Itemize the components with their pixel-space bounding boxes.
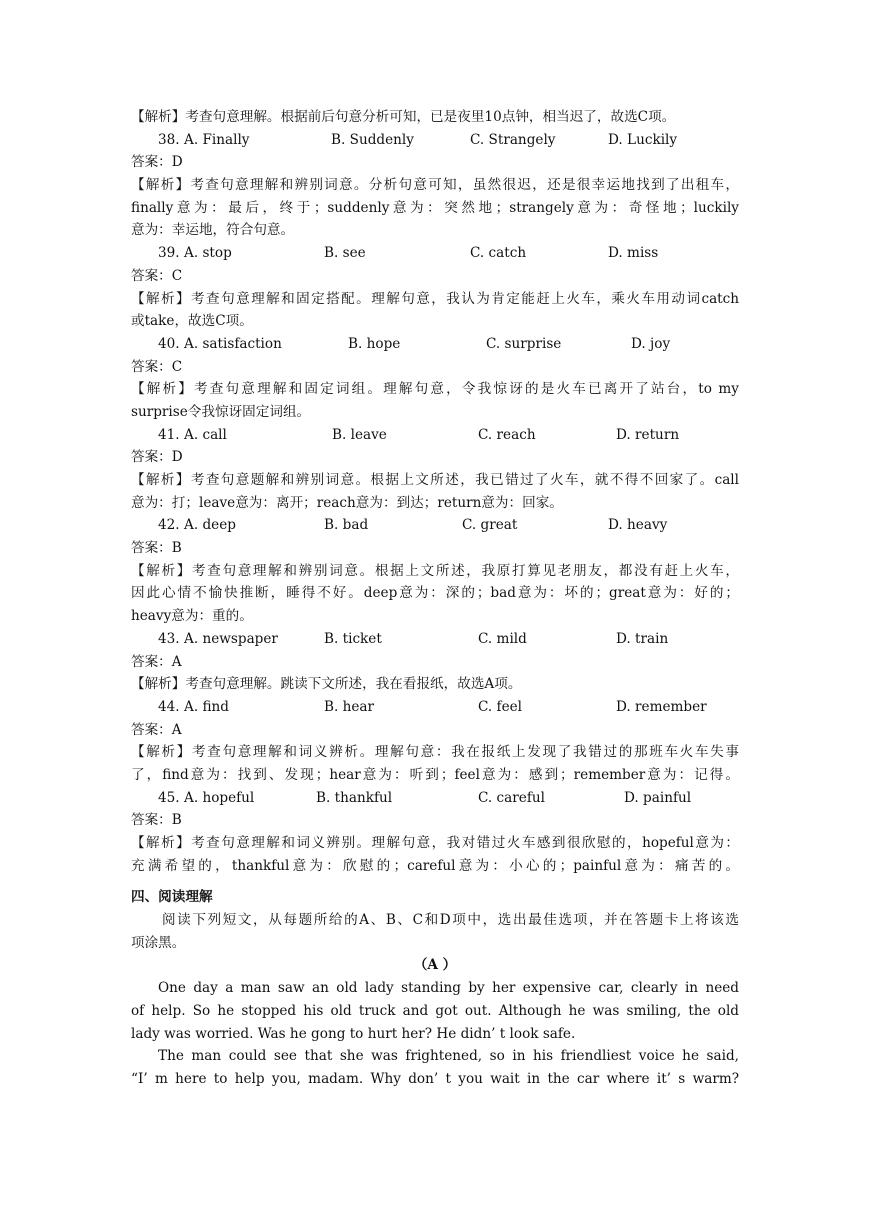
option-b: B. hear — [324, 698, 375, 715]
option-a: A. hopeful — [184, 789, 255, 806]
question-40 — [131, 333, 739, 356]
answer-44: 答案：A — [131, 721, 182, 738]
answer-40: 答案：C — [131, 358, 183, 375]
question-number: 42. — [158, 517, 180, 534]
passage-paragraph-2-line-1: The man could see that she was frightened, so in his friendliest voice he said, — [158, 1048, 739, 1065]
document-body — [131, 106, 739, 1091]
instructions-line-2: 项涂黑。 — [131, 934, 186, 951]
option-b: B. bad — [324, 517, 369, 534]
explanation-41-line-1: 【解析】考查句意题解和辨别词意。根据上文所述，我已错过了火车，就不得不回家了。call — [131, 472, 739, 488]
option-d: D. miss — [608, 245, 659, 262]
instructions-line-1: 阅读下列短文，从每题所给的A、B、C和D项中，选出最佳选项，并在答题卡上将该选 — [162, 912, 739, 929]
explanation-45-line-1: 【解析】考查句意理解和词义辨别。理解句意，我对错过火车感到很欣慰的，hopeful意为： — [131, 835, 739, 851]
option-a: A. find — [184, 698, 229, 715]
option-c: C. catch — [470, 245, 527, 262]
explanation-44-line-1: 【解析】考查句意理解和词义辨析。理解句意：我在报纸上发现了我错过的那班车火车失事 — [131, 744, 739, 761]
explanation-38-line-2: finally意为：最后，终于；suddenly意为：突然地；strangely意为：奇怪地；luckily — [131, 199, 739, 216]
question-42 — [131, 514, 739, 537]
answer-38: 答案：D — [131, 154, 183, 171]
explanation-43-line-1: 【解析】考查句意理解。跳读下文所述，我在看报纸，故选A项。 — [131, 676, 522, 693]
option-b: B. leave — [332, 426, 387, 443]
explanation-45-line-2: 充满希望的，thankful意为：欣慰的；careful意为：小心的；painful意为：痛苦的。 — [131, 857, 739, 874]
question-number: 43. — [158, 630, 180, 647]
explanation-42-line-3: heavy意为：重的。 — [131, 608, 253, 625]
option-d: D. return — [616, 426, 680, 443]
option-c: C. surprise — [486, 335, 562, 352]
option-b: B. ticket — [324, 630, 382, 647]
passage-paragraph-1-line-1: One day a man saw an old lady standing by her expensive car, clearly in need — [158, 980, 739, 997]
explanation-40-line-1: 【解析】考查句意理解和固定词组。理解句意，令我惊讶的是火车已离开了站台，to my — [131, 381, 739, 398]
option-d: D. train — [616, 630, 669, 647]
passage-paragraph-2-line-2: “I’ m here to help you, madam. Why don’ t you wait in the car where it’ s warm? — [131, 1070, 739, 1087]
explanation-39-line-2: 或take，故选C项。 — [131, 313, 253, 330]
question-number: 41. — [158, 426, 180, 443]
question-38 — [131, 129, 739, 152]
option-d: D. Luckily — [608, 131, 678, 148]
option-a: A. satisfaction — [184, 335, 282, 352]
question-39 — [131, 242, 739, 265]
option-d: D. joy — [631, 335, 671, 352]
option-b: B. see — [324, 245, 366, 262]
answer-39: 答案：C — [131, 267, 183, 284]
question-number: 45. — [158, 789, 180, 806]
section-heading: 四、阅读理解 — [131, 889, 213, 906]
option-a: A. call — [184, 426, 227, 443]
explanation-38-line-3: 意为：幸运地，符合句意。 — [131, 222, 295, 239]
option-c: C. reach — [478, 426, 536, 443]
explanation-42-line-2: 因此心情不愉快推断，睡得不好。deep意为：深的；bad意为：坏的；great意为：好的； — [131, 585, 739, 602]
option-a: A. stop — [184, 245, 232, 262]
option-c: C. mild — [478, 630, 527, 647]
question-number: 39. — [158, 245, 180, 262]
question-41 — [131, 424, 739, 447]
option-d: D. painful — [624, 789, 692, 806]
passage-paragraph-1-line-2: of help. So he stopped his old truck and got out. Although he was smiling, the old — [131, 1002, 739, 1019]
explanation-39-line-1: 【解析】考查句意理解和固定搭配。理解句意，我认为肯定能赶上火车，乘火车用动词catch — [131, 290, 739, 307]
option-b: B. thankful — [316, 789, 393, 806]
option-a: A. newspaper — [184, 630, 278, 647]
option-b: B. Suddenly — [331, 131, 414, 148]
option-a: A. deep — [184, 517, 236, 534]
answer-41: 答案：D — [131, 449, 183, 466]
option-d: D. remember — [616, 698, 707, 715]
option-a: A. Finally — [184, 131, 250, 148]
question-number: 44. — [158, 698, 180, 715]
answer-42: 答案：B — [131, 540, 182, 557]
option-d: D. heavy — [608, 517, 668, 534]
question-45 — [131, 787, 739, 810]
explanation-40-line-2: surprise令我惊讶固定词组。 — [131, 403, 311, 420]
option-c: C. great — [462, 517, 518, 534]
passage-paragraph-1-line-3: lady was worried. Was he gong to hurt her? He didn’ t look safe. — [131, 1025, 576, 1042]
explanation-42-line-1: 【解析】考查句意理解和辨别词意。根据上文所述，我原打算见老朋友，都没有赶上火车， — [131, 562, 739, 579]
question-43 — [131, 628, 739, 651]
explanation-41-line-2: 意为：打；leave意为：离开；reach意为：到达；return意为：回家。 — [131, 494, 563, 511]
question-number: 40. — [158, 335, 180, 352]
question-44 — [131, 696, 739, 719]
option-c: C. Strangely — [470, 131, 556, 148]
explanation-38-line-1: 【解析】考查句意理解和辨别词意。分析句意可知，虽然很迟，还是很幸运地找到了出租车， — [131, 177, 739, 194]
answer-45: 答案：B — [131, 812, 182, 829]
passage-label: （A ） — [413, 957, 457, 974]
explanation-44-line-2: 了，find意为：找到、发现；hear意为：听到；feel意为：感到；remember意为：记得。 — [131, 766, 739, 783]
answer-43: 答案：A — [131, 653, 182, 670]
option-c: C. feel — [478, 698, 523, 715]
option-b: B. hope — [348, 335, 401, 352]
explanation-37: 【解析】考查句意理解。根据前后句意分析可知，已是夜里10点钟，相当迟了，故选C项。 — [131, 109, 676, 125]
option-c: C. careful — [478, 789, 545, 806]
question-number: 38. — [158, 131, 180, 148]
